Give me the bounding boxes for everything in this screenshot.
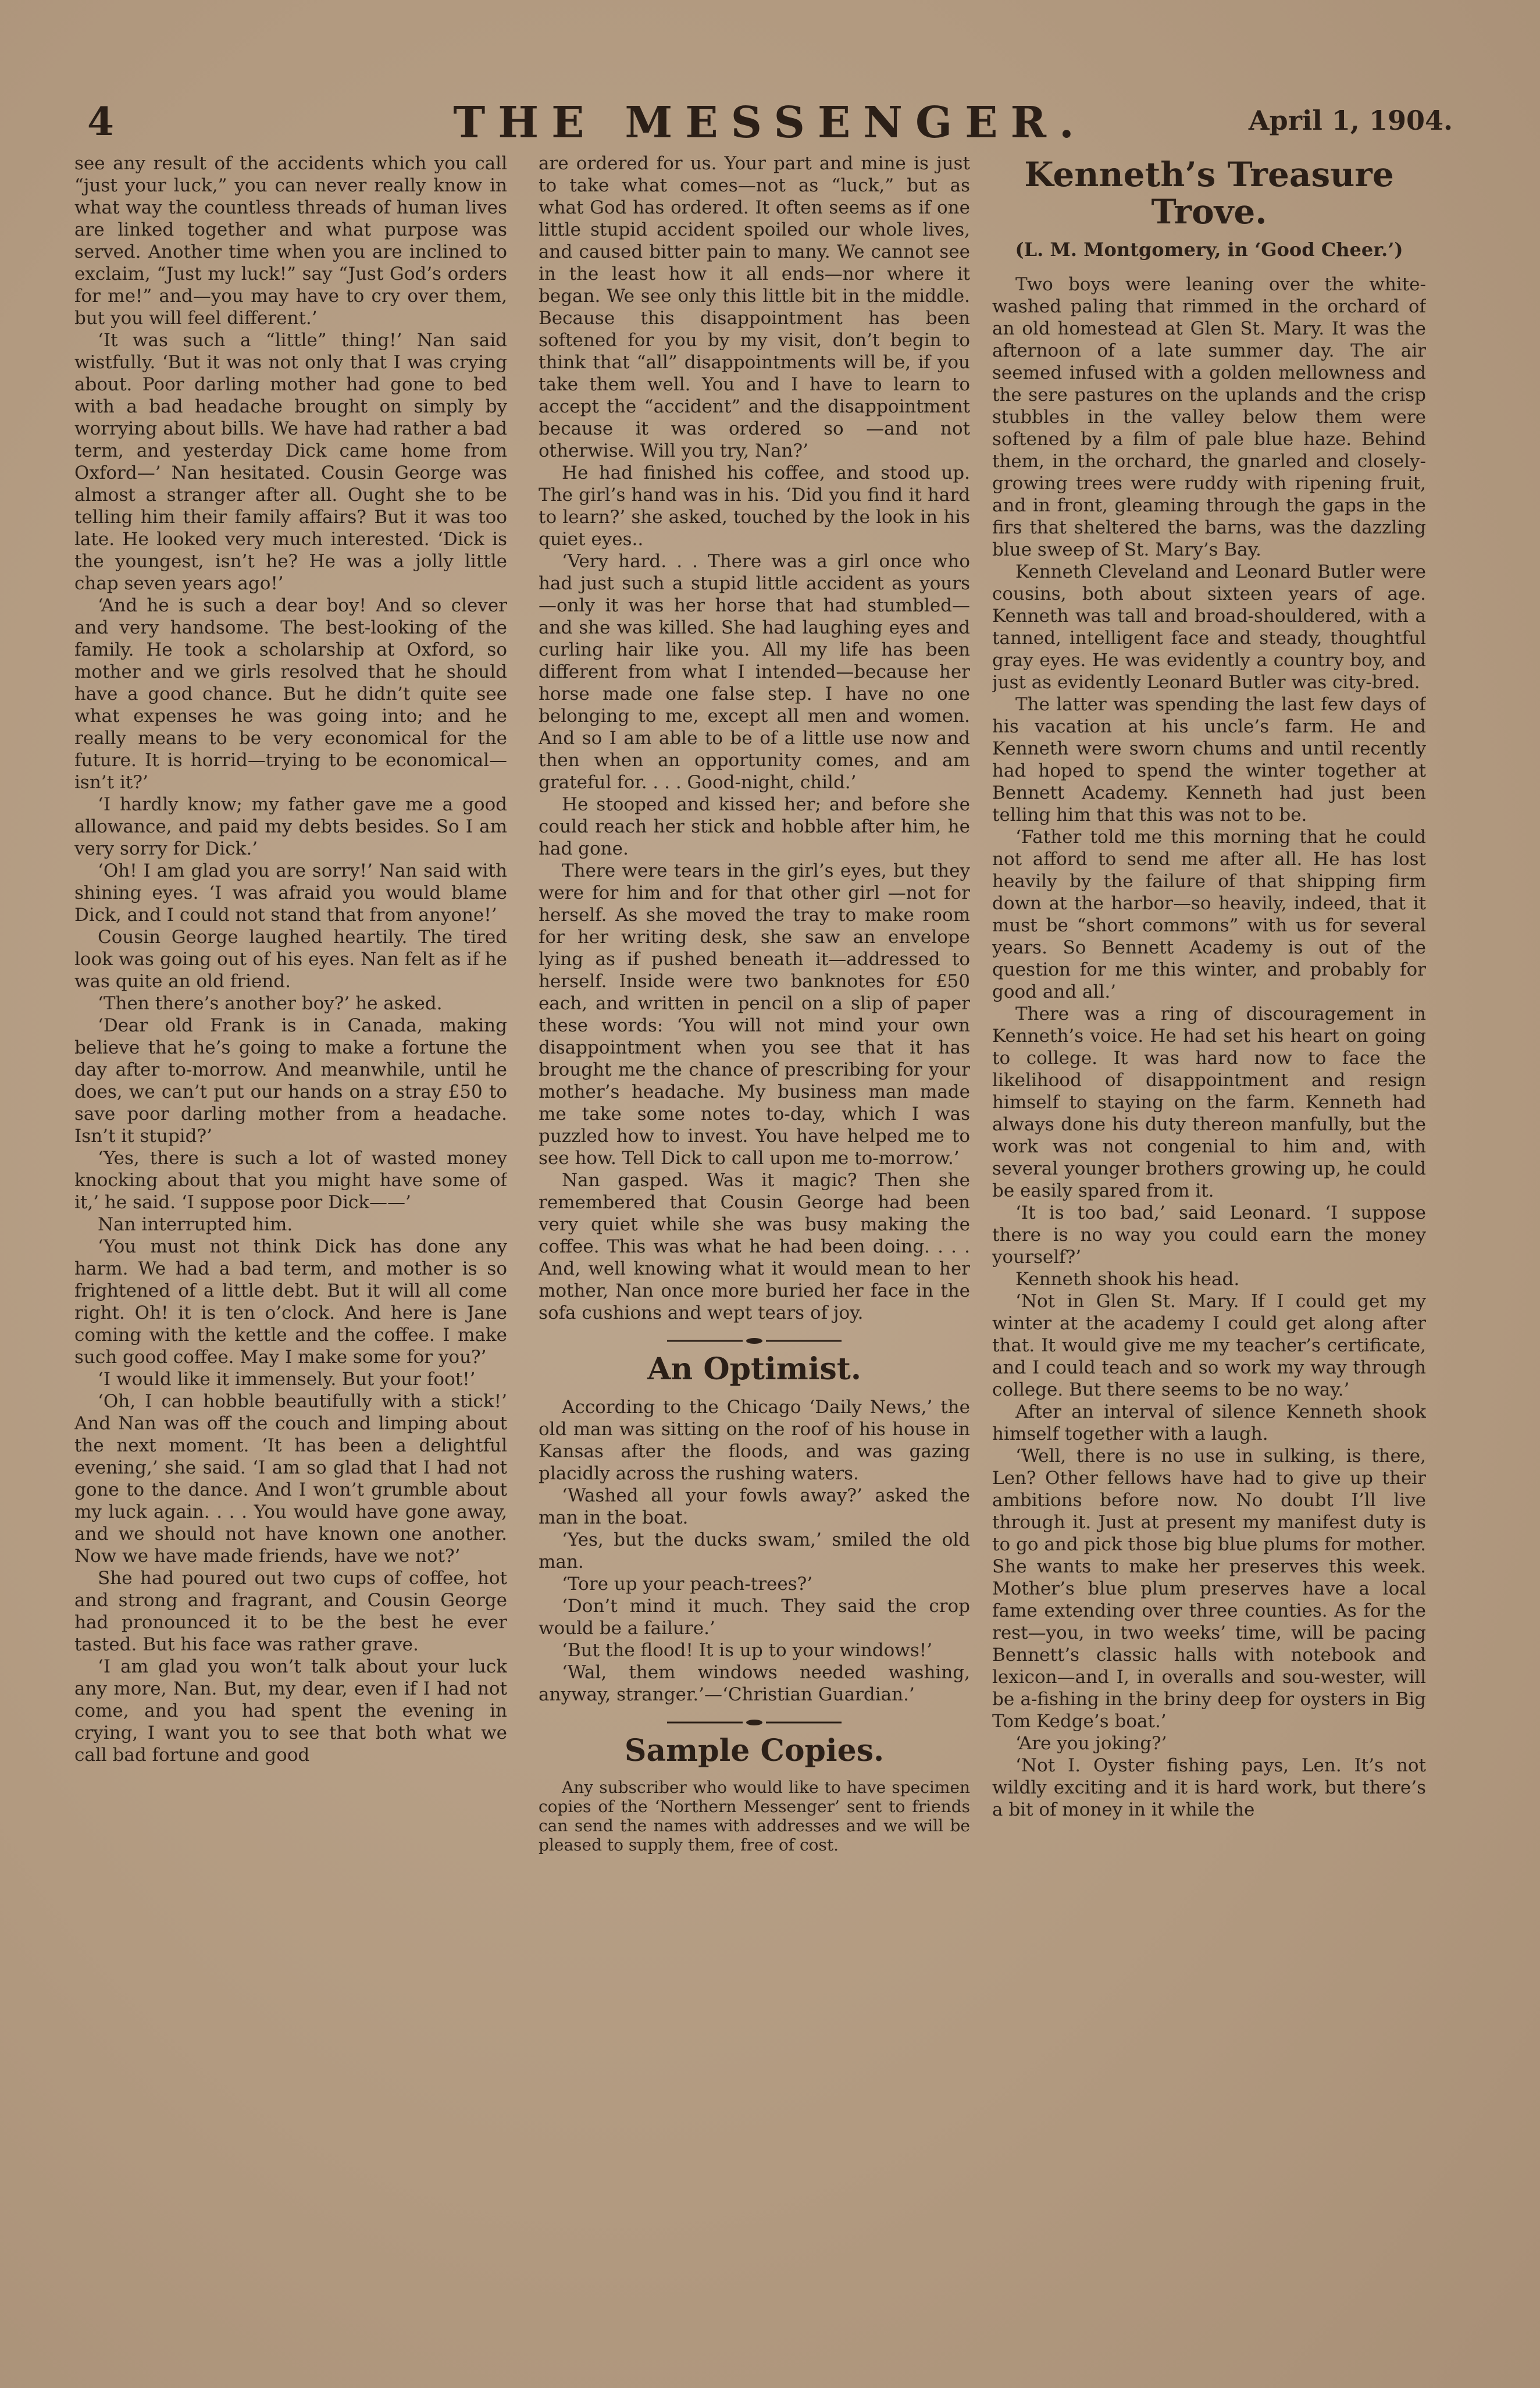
section-divider bbox=[661, 1337, 847, 1345]
paragraph: ‘It was such a “little” thing!’ Nan said wistfully. ‘But it was not only that I was crying about. Poor darling mother had gone to bed with a bad headache brought on simply by worrying about bills. We have had rather a bad term, and yesterday Dick came home from Oxford—’ Nan hesitated. Cousin George was almost a stranger after all. Ought she to be telling him their family affairs? But it was too late. He looked very much interested. ‘Dick is the youngest, isn’t he? He was a jolly little chap seven years ago!’ bbox=[74, 330, 507, 594]
paragraph: ‘I would like it immensely. But your foot!’ bbox=[98, 1369, 476, 1390]
paragraph: Two boys were leaning over the white-washed paling that rimmed in the orchard of an old homestead at Glen St. Mary. It was the afternoon of a late summer day. The air seemed infused with a golden mellowness and the sere pastures on the uplands and the crisp stubbles in the valley below them were softened by a film of pale blue haze. Behind them, in the orchard, the gnarled and closely-growing trees were ruddy with ripening fruit, and in front, gleaming through the gaps in the firs that sheltered the barns, was the dazzling blue sweep of St. Mary’s Bay. bbox=[992, 274, 1426, 560]
paragraph: ‘Father told me this morning that he could not afford to send me after all. He has lost heavily by the failure of that shipping firm down at the harbor—so heavily, indeed, that it must be “short commons” with us for several years. So Bennett Academy is out of the question for me this winter, and probably for good and all.’ bbox=[992, 827, 1426, 1002]
paragraph: Cousin George laughed heartily. The tired look was going out of his eyes. Nan felt as if he was quite an old friend. bbox=[74, 927, 507, 992]
paragraph: are ordered for us. Your part and mine is just to take what comes—not as “luck,” but as what God has ordered. It often seems as if one little stupid accident spoiled our whole lives, and caused bitter pain to many. We cannot see in the least how it all ends—nor where it began. We see only this little bit in the middle. Because this disappointment has been softened for you by my visit, don’t begin to think that “all” disappointments will be, if you take them well. You and I have to learn to accept the “accident” and the disappointment because it was ordered so —and not otherwise. Will you try, Nan?’ bbox=[539, 153, 970, 461]
paragraph: ‘Well, there is no use in sulking, is there, Len? Other fellows have had to give up their ambitions before now. No doubt I’ll live through it. Just at present my manifest duty is to go and pick those big blue plums for mother. She wants to make her preserves this week. Mother’s blue plum preserves have a local fame extending over three counties. As for the rest—you, in two weeks’ time, will be pacing Bennett’s classic halls with notebook and lexicon—and I, in overalls and sou-wester, will be a-fishing in the briny deep for oysters in Big Tom Kedge’s boat.’ bbox=[992, 1446, 1426, 1732]
paragraph: He had finished his coffee, and stood up. The girl’s hand was in his. ‘Did you find it hard to learn?’ she asked, touched by the look in his quiet eyes.. bbox=[539, 462, 970, 550]
paragraph: ‘Not I. Oyster fishing pays, Len. It’s not wildly exciting and it is hard work, but there’s a bit of money in it while the bbox=[992, 1755, 1426, 1820]
paragraph: ‘Tore up your peach-trees?’ bbox=[562, 1574, 813, 1595]
page-number: 4 bbox=[87, 99, 114, 144]
column-3 bbox=[992, 152, 1426, 2341]
paragraph: ‘Oh! I am glad you are sorry!’ Nan said with shining eyes. ‘I was afraid you would blame Dick, and I could not stand that from anyone!’ bbox=[74, 860, 507, 926]
paragraph: She had poured out two cups of coffee, hot and strong and fragrant, and Cousin George had pronounced it to be the best he ever tasted. But his face was rather grave. bbox=[74, 1568, 507, 1655]
paragraph: see any result of the accidents which you call “just your luck,” you can never really know in what way the countless threads of human lives are linked together and what purpose was served. Another time when you are inclined to exclaim, “Just my luck!” say “Just God’s orders for me!” and—you may have to cry over them, but you will feel different.’ bbox=[74, 153, 507, 329]
paragraph: ‘Oh, I can hobble beautifully with a stick!’ And Nan was off the couch and limping about the next moment. ‘It has been a delightful evening,’ she said. ‘I am so glad that I had not gone to the dance. And I won’t grumble about my luck again. . . . You would have gone away, and we should not have known one another. Now we have made friends, have we not?’ bbox=[74, 1391, 507, 1567]
story-title: Kenneth’s Treasure Trove. bbox=[1024, 155, 1394, 232]
masthead bbox=[87, 87, 1453, 151]
paragraph: ‘Yes, there is such a lot of wasted money knocking about that you might have some of it,’ he said. ‘I suppose poor Dick——’ bbox=[74, 1148, 507, 1213]
paragraph: ‘Are you joking?’ bbox=[1015, 1733, 1167, 1754]
paragraph: Nan interrupted him. bbox=[98, 1214, 293, 1235]
paragraph: After an interval of silence Kenneth shook himself together with a laugh. bbox=[992, 1401, 1426, 1444]
paragraph: ‘But the flood! It is up to your windows!’ bbox=[562, 1640, 933, 1661]
paragraph: The latter was spending the last few days of his vacation at his uncle’s farm. He and Kenneth were sworn chums and until recently had hoped to spend the winter together at Bennett Academy. Kenneth had just been telling him that this was not to be. bbox=[992, 694, 1426, 825]
sample-copies-notice: Any subscriber who would like to have specimen copies of the ‘Northern Messenger’ sent to friends can send the names with addresses and we will be pleased to supply them, free of cost. bbox=[539, 1778, 970, 1855]
paragraph: ‘I hardly know; my father gave me a good allowance, and paid my debts besides. So I am very sorry for Dick.’ bbox=[74, 794, 507, 859]
paragraph: ‘Not in Glen St. Mary. If I could get my winter at the academy I could get along after that. It would give me my teacher’s certificate, and I could teach and so work my way through college. But there seems to be no way.’ bbox=[992, 1291, 1426, 1400]
paragraph: Kenneth Cleveland and Leonard Butler were cousins, both about sixteen years of age. Kenneth was tall and broad-shouldered, with a tanned, intelligent face and steady, thoughtful gray eyes. He was evidently a country boy, and just as evidently Leonard Butler was city-bred. bbox=[992, 561, 1426, 693]
paragraph: ‘And he is such a dear boy! And so clever and very handsome. The best-looking of the family. He took a scholarship at Oxford, so mother and we girls resolved that he should have a good chance. But he didn’t quite see what expenses he was going into; and he really means to be very economical for the future. It is horrid—trying to be economical—isn’t it?’ bbox=[74, 595, 507, 793]
optimist-heading: An Optimist. bbox=[647, 1351, 861, 1387]
column-1 bbox=[74, 152, 507, 2341]
newspaper-title: THE MESSENGER. bbox=[453, 98, 1087, 148]
paragraph: ‘Don’t mind it much. They said the crop would be a failure.’ bbox=[539, 1596, 970, 1639]
paragraph: There were tears in the girl’s eyes, but they were for him and for that other girl —not for herself. As she moved the tray to make room for her writing desk, she saw an envelope lying as if pushed beneath it—addressed to herself. Inside were two banknotes for £50 each, and written in pencil on a slip of paper these words: ‘You will not mind your own disappointment when you see that it has brought me the chance of prescribing for your mother’s headache. My business man made me take some notes to-day, which I was puzzled how to invest. You have helped me to see how. Tell Dick to call upon me to-morrow.’ bbox=[539, 860, 970, 1169]
paragraph: ‘Dear old Frank is in Canada, making believe that he’s going to make a fortune the day after to-morrow. And meanwhile, until he does, we can’t put our hands on a stray £50 to save poor darling mother from a headache. Isn’t it stupid?’ bbox=[74, 1015, 507, 1147]
sample-copies-heading: Sample Copies. bbox=[624, 1733, 885, 1768]
paragraph: There was a ring of discouragement in Kenneth’s voice. He had set his heart on going to college. It was hard now to face the likelihood of disappointment and resign himself to staying on the farm. Kenneth had always done his duty thereon manfully, but the work was not congenial to him and, with several younger brothers growing up, he could be easily spared from it. bbox=[992, 1003, 1426, 1201]
paragraph: Kenneth shook his head. bbox=[1015, 1269, 1240, 1290]
column-2 bbox=[539, 152, 970, 2341]
paragraph: ‘I am glad you won’t talk about your luck any more, Nan. But, my dear, even if I had not come, and you had spent the evening in crying, I want you to see that both what we call bad fortune and good bbox=[74, 1656, 507, 1766]
paragraph: ‘Wal, them windows needed washing, anyway, stranger.’—‘Christian Guardian.’ bbox=[539, 1662, 970, 1705]
issue-date: April 1, 1904. bbox=[1248, 105, 1453, 136]
paragraph: ‘It is too bad,’ said Leonard. ‘I suppose there is no way you could earn the money yourself?’ bbox=[992, 1202, 1426, 1268]
story-byline: (L. M. Montgomery, in ‘Good Cheer.’) bbox=[1015, 239, 1403, 261]
paragraph: He stooped and kissed her; and before she could reach her stick and hobble after him, he had gone. bbox=[539, 794, 970, 859]
section-divider bbox=[661, 1718, 847, 1727]
paragraph: ‘You must not think Dick has done any harm. We had a bad term, and mother is so frightened of a little debt. But it will all come right. Oh! it is ten o’clock. And here is Jane coming with the kettle and the coffee. I make such good coffee. May I make some for you?’ bbox=[74, 1236, 507, 1368]
paragraph: ‘Then there’s another boy?’ he asked. bbox=[98, 993, 443, 1014]
paragraph: ‘Very hard. . . There was a girl once who had just such a stupid little accident as yours—only it was her horse that had stumbled—and she was killed. She had laughing eyes and curling hair like you. All my life has been different from what I intended—because her horse made one false step. I have no one belonging to me, except all men and women. And so I am able to be of a little use now and then when an opportunity comes, and am grateful for. . . . Good-night, child.’ bbox=[539, 551, 970, 793]
paragraph: Nan gasped. Was it magic? Then she remembered that Cousin George had been very quiet while she was busy making the coffee. This was what he had been doing. . . . And, well knowing what it would mean to her mother, Nan once more buried her face in the sofa cushions and wept tears of joy. bbox=[539, 1170, 970, 1323]
paragraph: ‘Washed all your fowls away?’ asked the man in the boat. bbox=[539, 1485, 970, 1528]
paragraph: ‘Yes, but the ducks swam,’ smiled the old man. bbox=[539, 1529, 970, 1572]
paragraph: According to the Chicago ‘Daily News,’ the old man was sitting on the roof of his house in Kansas after the floods, and was gazing placidly across the rushing waters. bbox=[539, 1397, 970, 1484]
